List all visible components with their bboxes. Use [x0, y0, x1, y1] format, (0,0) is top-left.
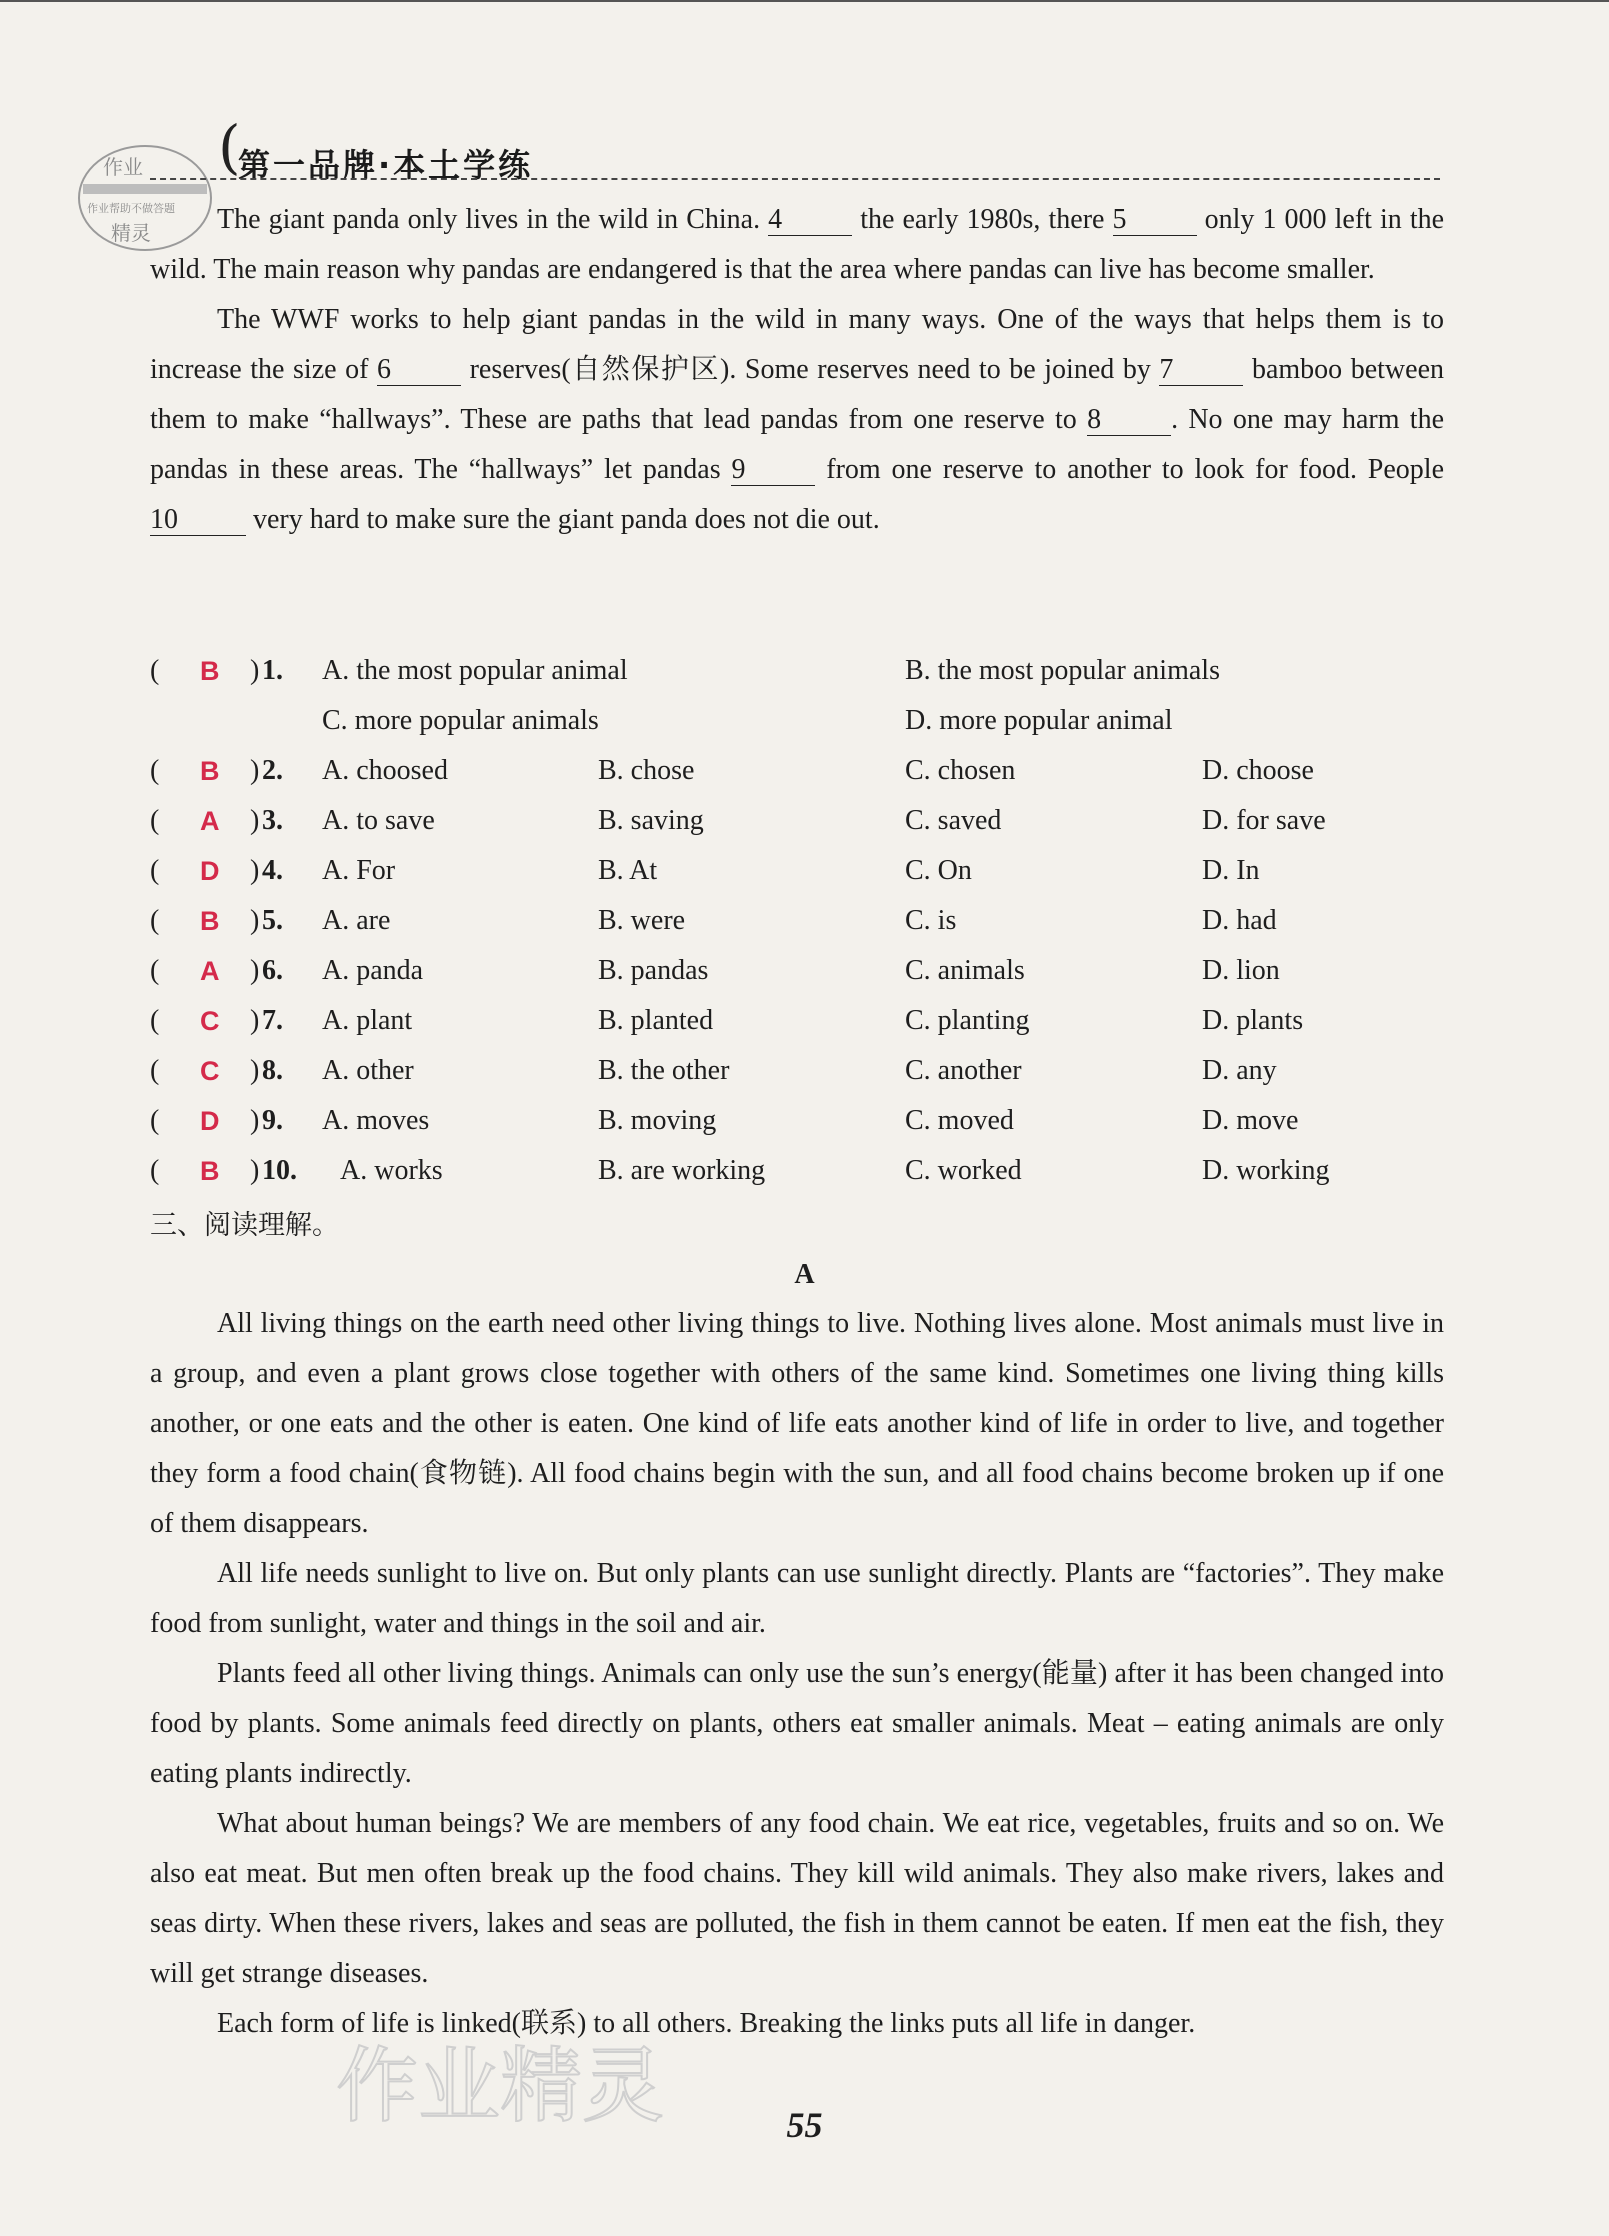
question-row — [150, 946, 1444, 996]
question-row — [150, 846, 1444, 896]
question-number: 8. — [262, 1055, 283, 1086]
option-a: A. moves — [322, 1105, 430, 1136]
question-row — [150, 1046, 1444, 1096]
paren-close: ) — [250, 1055, 260, 1086]
option-d: D. for save — [1202, 805, 1326, 836]
reading-paragraph: All life needs sunlight to live on. But only plants can use sunlight directly. Plants are “factories”. They make food from sunlight, water and things in the soil and air. — [150, 1558, 1444, 1639]
option-a: A. plant — [322, 1005, 413, 1036]
blank-7: 7 — [1159, 355, 1243, 386]
top-border — [0, 0, 1609, 2]
paren-open: ( — [150, 905, 160, 936]
option-c: C. animals — [905, 955, 1025, 986]
answer-mark: B — [200, 656, 220, 686]
paren-open: ( — [150, 955, 160, 986]
paren-close: ) — [250, 755, 260, 786]
paren-open: ( — [150, 855, 160, 886]
option-d: D. plants — [1202, 1005, 1304, 1036]
option-b: B. planted — [598, 1005, 714, 1036]
svg-text:作业: 作业 — [103, 155, 143, 179]
question-number: 2. — [262, 755, 283, 786]
option-a: A. For — [322, 855, 396, 886]
blank-4: 4 — [768, 205, 852, 236]
answer-mark: B — [200, 756, 220, 786]
paren-close: ) — [250, 855, 260, 886]
answer-mark: A — [200, 806, 220, 836]
option-a: A. to save — [322, 805, 435, 836]
paren-open: ( — [150, 1005, 160, 1036]
paren-close: ) — [250, 1155, 260, 1186]
text: bamboo between them to make “hallways”. These are paths that lead pandas from one reserve to — [150, 354, 1445, 435]
header-title: 第一品牌·本土学练 — [238, 146, 534, 184]
blank-9: 9 — [731, 455, 815, 486]
answer-mark: C — [200, 1006, 220, 1036]
reading-paragraph: All living things on the earth need other living things to live. Nothing lives alone. Most animals must live in a group, and even a plant grows close together with others of the same kind. Sometimes one living thing kills another, or one eats and the other is eaten. One kind of life eats another kind of life in order to live, and together they form a food chain(食物链). All food chains begin with the sun, and all food chains become broken up if one of them disappears. — [150, 1308, 1444, 1539]
option-b: B. pandas — [598, 955, 709, 986]
paren-close: ) — [250, 1105, 260, 1136]
page-number: 55 — [786, 2105, 823, 2145]
text: reserves(自然保护区). Some reserves need to be joined by — [469, 354, 1151, 385]
paren-open: ( — [150, 755, 160, 786]
option-c: C. chosen — [905, 755, 1016, 786]
option-a: A. choosed — [322, 755, 448, 786]
paren-open: ( — [150, 805, 160, 836]
option-d: D. lion — [1202, 955, 1280, 986]
svg-text:作业精灵: 作业精灵 — [336, 2039, 665, 2134]
text: The WWF works to help giant pandas in the wild in many ways. One of the ways that helps them is to increase the size of — [150, 304, 1444, 385]
question-row — [150, 646, 1444, 696]
text: from one reserve to another to look for food. People — [826, 454, 1444, 485]
option-c: C. planting — [905, 1005, 1030, 1036]
section-heading: 三、阅读理解。 — [150, 1210, 339, 1241]
option-a: A. works — [340, 1155, 443, 1186]
option-d: D. working — [1202, 1155, 1330, 1186]
paren-open: ( — [150, 1105, 160, 1136]
text: only 1 000 left in the wild. The main reason why pandas are endangered is that the area where pandas can live has become smaller. — [150, 204, 1445, 285]
paren-open: ( — [150, 1055, 160, 1086]
header-dashed-rule — [150, 178, 1440, 180]
text: . No one may harm the pandas in these areas. The “hallways” let pandas — [150, 404, 1445, 485]
blank-8: 8 — [1087, 405, 1171, 436]
option-b: B. saving — [598, 805, 704, 836]
question-row — [150, 796, 1444, 846]
option-c: C. worked — [905, 1155, 1022, 1186]
question-number: 4. — [262, 855, 283, 886]
option-b: B. moving — [598, 1105, 717, 1136]
option-d: D. move — [1202, 1105, 1299, 1136]
question-number: 7. — [262, 1005, 283, 1036]
question-row-continued — [150, 696, 1444, 746]
option-c: C. more popular animals — [322, 705, 599, 736]
blank-5: 5 — [1113, 205, 1197, 236]
question-number: 10. — [262, 1155, 297, 1186]
option-c: C. saved — [905, 805, 1002, 836]
question-number: 3. — [262, 805, 283, 836]
question-number: 1. — [262, 655, 283, 686]
header-bracket: ( — [218, 113, 241, 181]
question-number: 5. — [262, 905, 283, 936]
question-row — [150, 1096, 1444, 1146]
option-b: B. are working — [598, 1155, 766, 1186]
option-b: B. were — [598, 905, 686, 936]
cloze-paragraph-2 — [150, 295, 1444, 545]
paren-open: ( — [150, 1155, 160, 1186]
text: The giant panda only lives in the wild in China. — [217, 204, 761, 235]
option-b: B. the other — [598, 1055, 730, 1086]
cloze-paragraph-1 — [150, 195, 1444, 295]
option-d: D. any — [1202, 1055, 1277, 1086]
option-c: C. another — [905, 1055, 1022, 1086]
reading-paragraph: Each form of life is linked(联系) to all others. Breaking the links puts all life in danger. — [217, 2008, 1196, 2039]
paren-open: ( — [150, 655, 160, 686]
option-a: A. panda — [322, 955, 424, 986]
option-d: D. In — [1202, 855, 1260, 886]
reading-passage — [150, 1299, 1444, 2049]
question-row — [150, 896, 1444, 946]
option-c: C. On — [905, 855, 972, 886]
svg-text:作业帮助不做答题: 作业帮助不做答题 — [87, 202, 175, 215]
paren-close: ) — [250, 905, 260, 936]
answer-mark: A — [200, 956, 220, 986]
answer-mark: C — [200, 1056, 220, 1086]
reading-paragraph: Plants feed all other living things. Animals can only use the sun’s energy(能量) after it has been changed into food by plants. Some animals feed directly on plants, others eat smaller animals. Meat – eating animals are only eating plants indirectly. — [150, 1658, 1444, 1789]
option-c: C. moved — [905, 1105, 1014, 1136]
answer-mark: D — [200, 856, 220, 886]
option-d: D. choose — [1202, 755, 1314, 786]
option-b: B. chose — [598, 755, 695, 786]
option-b: B. the most popular animals — [905, 655, 1220, 686]
cloze-passage — [150, 195, 1444, 545]
question-row — [150, 746, 1444, 796]
question-number: 6. — [262, 955, 283, 986]
option-a: A. other — [322, 1055, 414, 1086]
paren-close: ) — [250, 955, 260, 986]
option-d: D. more popular animal — [905, 705, 1173, 736]
text: very hard to make sure the giant panda does not die out. — [253, 504, 880, 535]
passage-label: A — [794, 1259, 815, 1290]
question-row — [150, 1146, 1444, 1196]
paren-close: ) — [250, 1005, 260, 1036]
answer-mark: B — [200, 1156, 220, 1186]
option-b: B. At — [598, 855, 658, 886]
answer-mark: B — [200, 906, 220, 936]
paren-close: ) — [250, 655, 260, 686]
blank-6: 6 — [377, 355, 461, 386]
reading-paragraph: What about human beings? We are members of any food chain. We eat rice, vegetables, fruits and so on. We also eat meat. But men often break up the food chains. They kill wild animals. They also make rivers, lakes and seas dirty. When these rivers, lakes and seas are polluted, the fish in them cannot be eaten. If men eat the fish, they will get strange diseases. — [150, 1808, 1444, 1989]
option-c: C. is — [905, 905, 957, 936]
paren-close: ) — [250, 805, 260, 836]
blank-10: 10 — [150, 505, 246, 536]
question-row — [150, 996, 1444, 1046]
answer-mark: D — [200, 1106, 220, 1136]
text: the early 1980s, there — [860, 204, 1105, 235]
option-d: D. had — [1202, 905, 1277, 936]
option-a: A. the most popular animal — [322, 655, 628, 686]
svg-text:精灵: 精灵 — [111, 221, 151, 245]
option-a: A. are — [322, 905, 391, 936]
question-number: 9. — [262, 1105, 283, 1136]
